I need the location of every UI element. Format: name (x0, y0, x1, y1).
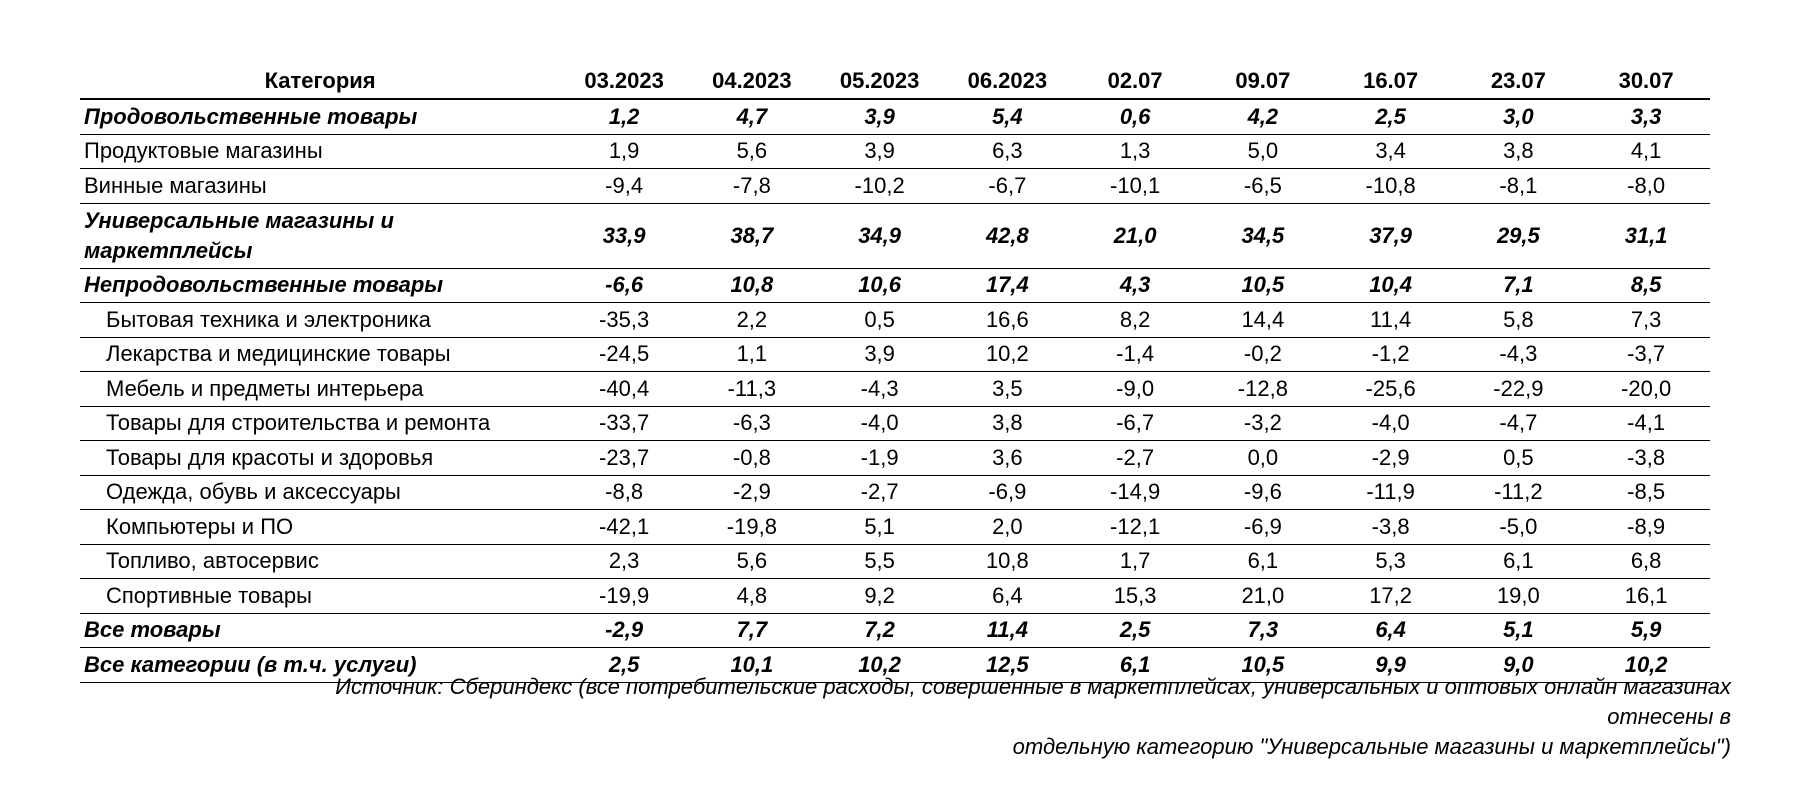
row-category-label: Мебель и предметы интерьера (80, 372, 560, 407)
table-cell-value: -2,7 (1071, 441, 1199, 476)
table-cell-value: -2,9 (560, 613, 688, 648)
table-cell-value: 9,0 (1454, 648, 1582, 683)
table-row (80, 406, 1710, 441)
table-cell-value: 1,1 (688, 337, 816, 372)
table-cell-value: 10,5 (1199, 268, 1327, 303)
table-row (80, 268, 1710, 303)
table-cell-value: -0,8 (688, 441, 816, 476)
table-cell-value: -42,1 (560, 510, 688, 545)
table-cell-value: 11,4 (943, 613, 1071, 648)
table-cell-value: 10,1 (688, 648, 816, 683)
row-category-label: Все категории (в т.ч. услуги) (80, 648, 560, 683)
row-category-label: Спортивные товары (80, 579, 560, 614)
table-cell-value: -5,0 (1454, 510, 1582, 545)
table-row (80, 134, 1710, 169)
table-cell-value: 2,3 (560, 544, 688, 579)
table-cell-value: -4,3 (816, 372, 944, 407)
table-cell-value: 21,0 (1071, 203, 1199, 268)
table-cell-value: 3,8 (1454, 134, 1582, 169)
table-cell-value: -8,0 (1582, 169, 1710, 204)
table-cell-value: 0,6 (1071, 99, 1199, 134)
table-cell-value: 16,1 (1582, 579, 1710, 614)
table-cell-value: 10,2 (816, 648, 944, 683)
table-cell-value: 5,5 (816, 544, 944, 579)
table-cell-value: 42,8 (943, 203, 1071, 268)
row-category-label: Лекарства и медицинские товары (80, 337, 560, 372)
table-cell-value: 2,5 (1327, 99, 1455, 134)
table-cell-value: -3,8 (1327, 510, 1455, 545)
table-row (80, 613, 1710, 648)
table-cell-value: 6,4 (1327, 613, 1455, 648)
table-header-row (80, 64, 1710, 99)
table-cell-value: 7,7 (688, 613, 816, 648)
table-cell-value: -4,7 (1454, 406, 1582, 441)
row-category-label: Одежда, обувь и аксессуары (80, 475, 560, 510)
table-cell-value: 3,3 (1582, 99, 1710, 134)
table-cell-value: 6,4 (943, 579, 1071, 614)
table-cell-value: -12,1 (1071, 510, 1199, 545)
table-cell-value: -2,9 (1327, 441, 1455, 476)
table-cell-value: -25,6 (1327, 372, 1455, 407)
table-cell-value: 12,5 (943, 648, 1071, 683)
table-cell-value: -11,2 (1454, 475, 1582, 510)
table-cell-value: 5,0 (1199, 134, 1327, 169)
table-cell-value: 37,9 (1327, 203, 1455, 268)
table-row (80, 579, 1710, 614)
row-category-label: Товары для строительства и ремонта (80, 406, 560, 441)
table-row (80, 169, 1710, 204)
table-cell-value: -9,0 (1071, 372, 1199, 407)
table-cell-value: -10,8 (1327, 169, 1455, 204)
table-cell-value: 4,8 (688, 579, 816, 614)
table-cell-value: 5,1 (1454, 613, 1582, 648)
table-cell-value: 4,1 (1582, 134, 1710, 169)
table-cell-value: -4,0 (816, 406, 944, 441)
table-cell-value: 34,5 (1199, 203, 1327, 268)
table-cell-value: -10,1 (1071, 169, 1199, 204)
table-cell-value: -6,3 (688, 406, 816, 441)
table-cell-value: -1,2 (1327, 337, 1455, 372)
table-cell-value: -6,7 (1071, 406, 1199, 441)
table-cell-value: 6,8 (1582, 544, 1710, 579)
table-cell-value: 5,3 (1327, 544, 1455, 579)
table-row (80, 475, 1710, 510)
table-body (80, 99, 1710, 682)
table-cell-value: 9,9 (1327, 648, 1455, 683)
row-category-label: Продовольственные товары (80, 99, 560, 134)
header-period: 16.07 (1327, 64, 1455, 99)
table-cell-value: 3,0 (1454, 99, 1582, 134)
table-row (80, 203, 1710, 268)
table-cell-value: -2,9 (688, 475, 816, 510)
table-cell-value: -1,9 (816, 441, 944, 476)
table-cell-value: 3,8 (943, 406, 1071, 441)
source-note (231, 672, 1731, 762)
table-cell-value: 10,6 (816, 268, 944, 303)
table-cell-value: 6,1 (1071, 648, 1199, 683)
table-cell-value: 8,2 (1071, 303, 1199, 338)
table-cell-value: 5,1 (816, 510, 944, 545)
table-cell-value: 5,9 (1582, 613, 1710, 648)
table-cell-value: -4,1 (1582, 406, 1710, 441)
row-category-label: Винные магазины (80, 169, 560, 204)
table-cell-value: -6,6 (560, 268, 688, 303)
table-cell-value: -4,3 (1454, 337, 1582, 372)
table-cell-value: 6,3 (943, 134, 1071, 169)
header-period: 02.07 (1071, 64, 1199, 99)
table-cell-value: 10,2 (1582, 648, 1710, 683)
table-cell-value: 5,4 (943, 99, 1071, 134)
header-period: 03.2023 (560, 64, 688, 99)
table-cell-value: 5,6 (688, 134, 816, 169)
table-cell-value: -22,9 (1454, 372, 1582, 407)
table-cell-value: -8,8 (560, 475, 688, 510)
row-category-label: Бытовая техника и электроника (80, 303, 560, 338)
data-table-container (80, 64, 1710, 683)
row-category-label: Непродовольственные товары (80, 268, 560, 303)
table-cell-value: 4,7 (688, 99, 816, 134)
table-cell-value: -14,9 (1071, 475, 1199, 510)
table-cell-value: 17,2 (1327, 579, 1455, 614)
table-cell-value: -4,0 (1327, 406, 1455, 441)
table-cell-value: 3,4 (1327, 134, 1455, 169)
table-cell-value: 10,8 (943, 544, 1071, 579)
table-cell-value: -9,4 (560, 169, 688, 204)
header-period: 23.07 (1454, 64, 1582, 99)
table-cell-value: 2,0 (943, 510, 1071, 545)
table-cell-value: -24,5 (560, 337, 688, 372)
source-note-line-1: Источник: Сбериндекс (все потребительские расходы, совершенные в маркетплейсах, универсальных и оптовых онлайн магазинах отнесены в (335, 674, 1731, 729)
table-cell-value: 3,9 (816, 337, 944, 372)
table-cell-value: 38,7 (688, 203, 816, 268)
table-row (80, 303, 1710, 338)
table-cell-value: 14,4 (1199, 303, 1327, 338)
table-cell-value: -20,0 (1582, 372, 1710, 407)
table-cell-value: -3,8 (1582, 441, 1710, 476)
table-cell-value: 2,5 (560, 648, 688, 683)
table-cell-value: 3,9 (816, 134, 944, 169)
table-cell-value: -8,1 (1454, 169, 1582, 204)
table-cell-value: -3,7 (1582, 337, 1710, 372)
table-row (80, 99, 1710, 134)
row-category-label: Товары для красоты и здоровья (80, 441, 560, 476)
table-cell-value: -8,5 (1582, 475, 1710, 510)
header-period: 06.2023 (943, 64, 1071, 99)
table-cell-value: 4,3 (1071, 268, 1199, 303)
table-cell-value: -23,7 (560, 441, 688, 476)
table-cell-value: 0,0 (1199, 441, 1327, 476)
table-cell-value: 1,3 (1071, 134, 1199, 169)
table-cell-value: 1,2 (560, 99, 688, 134)
header-period: 30.07 (1582, 64, 1710, 99)
table-cell-value: 29,5 (1454, 203, 1582, 268)
table-cell-value: 6,1 (1454, 544, 1582, 579)
table-cell-value: 33,9 (560, 203, 688, 268)
table-row (80, 372, 1710, 407)
table-cell-value: 34,9 (816, 203, 944, 268)
source-note-line-2: отдельную категорию "Универсальные магазины и маркетплейсы") (1012, 734, 1731, 759)
table-cell-value: -7,8 (688, 169, 816, 204)
table-cell-value: 5,6 (688, 544, 816, 579)
table-cell-value: 7,3 (1199, 613, 1327, 648)
table-cell-value: 17,4 (943, 268, 1071, 303)
header-category: Категория (80, 64, 560, 99)
table-cell-value: -6,7 (943, 169, 1071, 204)
row-category-label: Топливо, автосервис (80, 544, 560, 579)
table-row (80, 544, 1710, 579)
table-cell-value: -2,7 (816, 475, 944, 510)
table-cell-value: -35,3 (560, 303, 688, 338)
table-cell-value: 7,1 (1454, 268, 1582, 303)
row-category-label: Компьютеры и ПО (80, 510, 560, 545)
header-period: 04.2023 (688, 64, 816, 99)
row-category-label: Универсальные магазины и маркетплейсы (80, 203, 560, 268)
header-period: 05.2023 (816, 64, 944, 99)
table-cell-value: 1,9 (560, 134, 688, 169)
table-cell-value: -3,2 (1199, 406, 1327, 441)
table-cell-value: 15,3 (1071, 579, 1199, 614)
table-cell-value: 3,5 (943, 372, 1071, 407)
table-cell-value: -12,8 (1199, 372, 1327, 407)
table-cell-value: -9,6 (1199, 475, 1327, 510)
table-cell-value: -11,9 (1327, 475, 1455, 510)
table-cell-value: 7,3 (1582, 303, 1710, 338)
table-cell-value: 7,2 (816, 613, 944, 648)
row-category-label: Продуктовые магазины (80, 134, 560, 169)
table-cell-value: -19,9 (560, 579, 688, 614)
table-cell-value: 4,2 (1199, 99, 1327, 134)
table-cell-value: 8,5 (1582, 268, 1710, 303)
table-cell-value: 16,6 (943, 303, 1071, 338)
table-cell-value: 1,7 (1071, 544, 1199, 579)
header-period: 09.07 (1199, 64, 1327, 99)
table-cell-value: 10,2 (943, 337, 1071, 372)
table-cell-value: -6,9 (943, 475, 1071, 510)
table-cell-value: 2,5 (1071, 613, 1199, 648)
table-cell-value: 5,8 (1454, 303, 1582, 338)
table-cell-value: 0,5 (816, 303, 944, 338)
table-cell-value: 21,0 (1199, 579, 1327, 614)
table-cell-value: 0,5 (1454, 441, 1582, 476)
table-cell-value: 9,2 (816, 579, 944, 614)
table-cell-value: 31,1 (1582, 203, 1710, 268)
table-cell-value: 2,2 (688, 303, 816, 338)
table-row (80, 510, 1710, 545)
table-cell-value: -6,9 (1199, 510, 1327, 545)
table-cell-value: -19,8 (688, 510, 816, 545)
table-cell-value: -8,9 (1582, 510, 1710, 545)
table-row (80, 337, 1710, 372)
table-cell-value: -1,4 (1071, 337, 1199, 372)
table-cell-value: 10,8 (688, 268, 816, 303)
category-growth-table (80, 64, 1710, 683)
table-cell-value: -10,2 (816, 169, 944, 204)
table-cell-value: 3,9 (816, 99, 944, 134)
table-cell-value: -6,5 (1199, 169, 1327, 204)
table-cell-value: -11,3 (688, 372, 816, 407)
table-cell-value: 10,4 (1327, 268, 1455, 303)
table-cell-value: 6,1 (1199, 544, 1327, 579)
table-cell-value: 10,5 (1199, 648, 1327, 683)
table-cell-value: -40,4 (560, 372, 688, 407)
table-cell-value: 3,6 (943, 441, 1071, 476)
table-cell-value: 19,0 (1454, 579, 1582, 614)
row-category-label: Все товары (80, 613, 560, 648)
table-cell-value: 11,4 (1327, 303, 1455, 338)
table-row (80, 441, 1710, 476)
table-cell-value: -0,2 (1199, 337, 1327, 372)
table-cell-value: -33,7 (560, 406, 688, 441)
